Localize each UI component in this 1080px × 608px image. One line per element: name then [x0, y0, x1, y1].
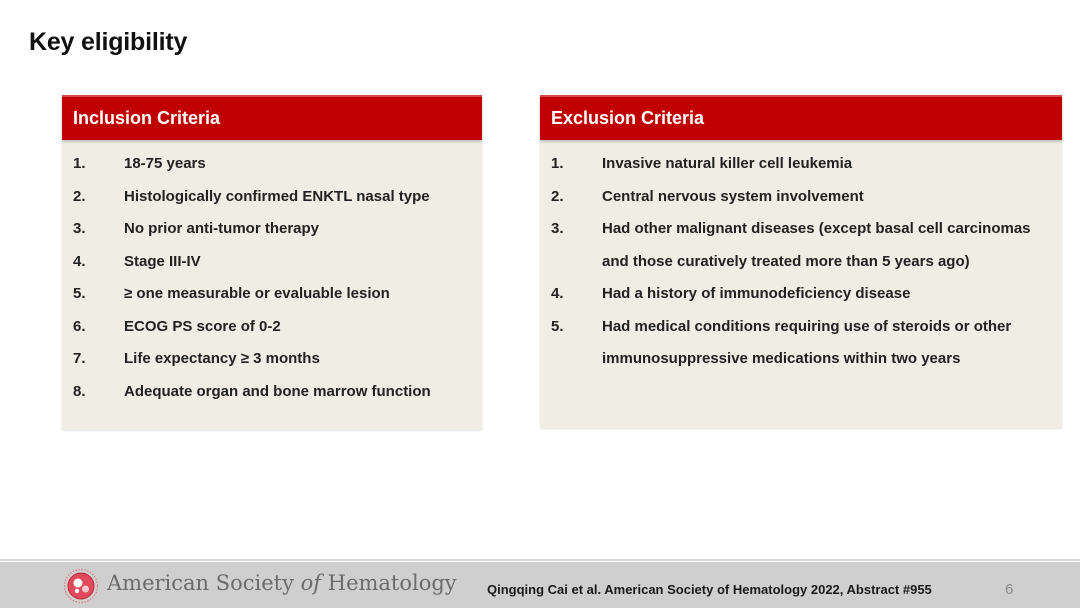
inclusion-item	[62, 213, 482, 246]
ash-logo-icon	[63, 568, 99, 604]
inclusion-item	[62, 376, 482, 409]
item-text: ECOG PS score of 0-2	[124, 317, 281, 335]
item-number: 1.	[73, 155, 86, 172]
slide-footer	[0, 562, 1080, 608]
exclusion-item	[540, 181, 1062, 214]
item-number: 1.	[551, 155, 564, 172]
item-text: Adequate organ and bone marrow function	[124, 382, 431, 400]
exclusion-item	[540, 311, 1062, 376]
item-number: 8.	[73, 382, 86, 400]
exclusion-item	[540, 148, 1062, 181]
inclusion-item	[62, 343, 482, 376]
item-text: ≥ one measurable or evaluable lesion	[124, 285, 390, 302]
exclusion-item	[540, 278, 1062, 311]
item-text: Had medical conditions requiring use of steroids or other immunosuppressive medications within two years	[602, 317, 1012, 367]
item-text: Had a history of immunodeficiency disease	[602, 285, 911, 302]
item-text: Invasive natural killer cell leukemia	[602, 155, 853, 172]
item-text: Stage III-IV	[124, 252, 201, 270]
page-number: 6	[1005, 581, 1014, 598]
inclusion-item	[62, 311, 482, 344]
inclusion-criteria-panel	[62, 95, 482, 430]
slide-title: Key eligibility	[29, 28, 188, 56]
item-number: 4.	[551, 285, 564, 302]
item-number: 2.	[551, 187, 564, 205]
exclusion-criteria-list	[540, 140, 1062, 376]
organization-name: American Society of Hematology	[107, 571, 457, 595]
item-text: Life expectancy ≥ 3 months	[124, 350, 320, 367]
item-text: No prior anti-tumor therapy	[124, 220, 320, 237]
inclusion-criteria-header: Inclusion Criteria	[62, 95, 482, 140]
item-number: 5.	[551, 317, 564, 335]
item-number: 3.	[73, 220, 86, 237]
inclusion-item	[62, 246, 482, 279]
citation-text: Qingqing Cai et al. American Society of Hematology 2022, Abstract #955	[487, 582, 932, 597]
item-number: 6.	[73, 317, 86, 335]
exclusion-criteria-panel	[540, 95, 1062, 428]
inclusion-item	[62, 148, 482, 181]
item-text: Histologically confirmed ENKTL nasal type	[124, 187, 430, 205]
exclusion-criteria-header: Exclusion Criteria	[540, 95, 1062, 140]
item-number: 4.	[73, 252, 86, 270]
item-number: 7.	[73, 350, 86, 367]
exclusion-item	[540, 213, 1062, 278]
item-number: 3.	[551, 220, 564, 237]
item-text: Central nervous system involvement	[602, 187, 864, 205]
inclusion-item	[62, 278, 482, 311]
inclusion-criteria-list	[62, 140, 482, 408]
item-text: 18-75 years	[124, 155, 206, 172]
inclusion-item	[62, 181, 482, 214]
item-number: 5.	[73, 285, 86, 302]
item-number: 2.	[73, 187, 86, 205]
item-text: Had other malignant diseases (except basal cell carcinomas and those curatively treated more than 5 years ago)	[602, 220, 1031, 270]
footer-divider	[0, 559, 1080, 561]
